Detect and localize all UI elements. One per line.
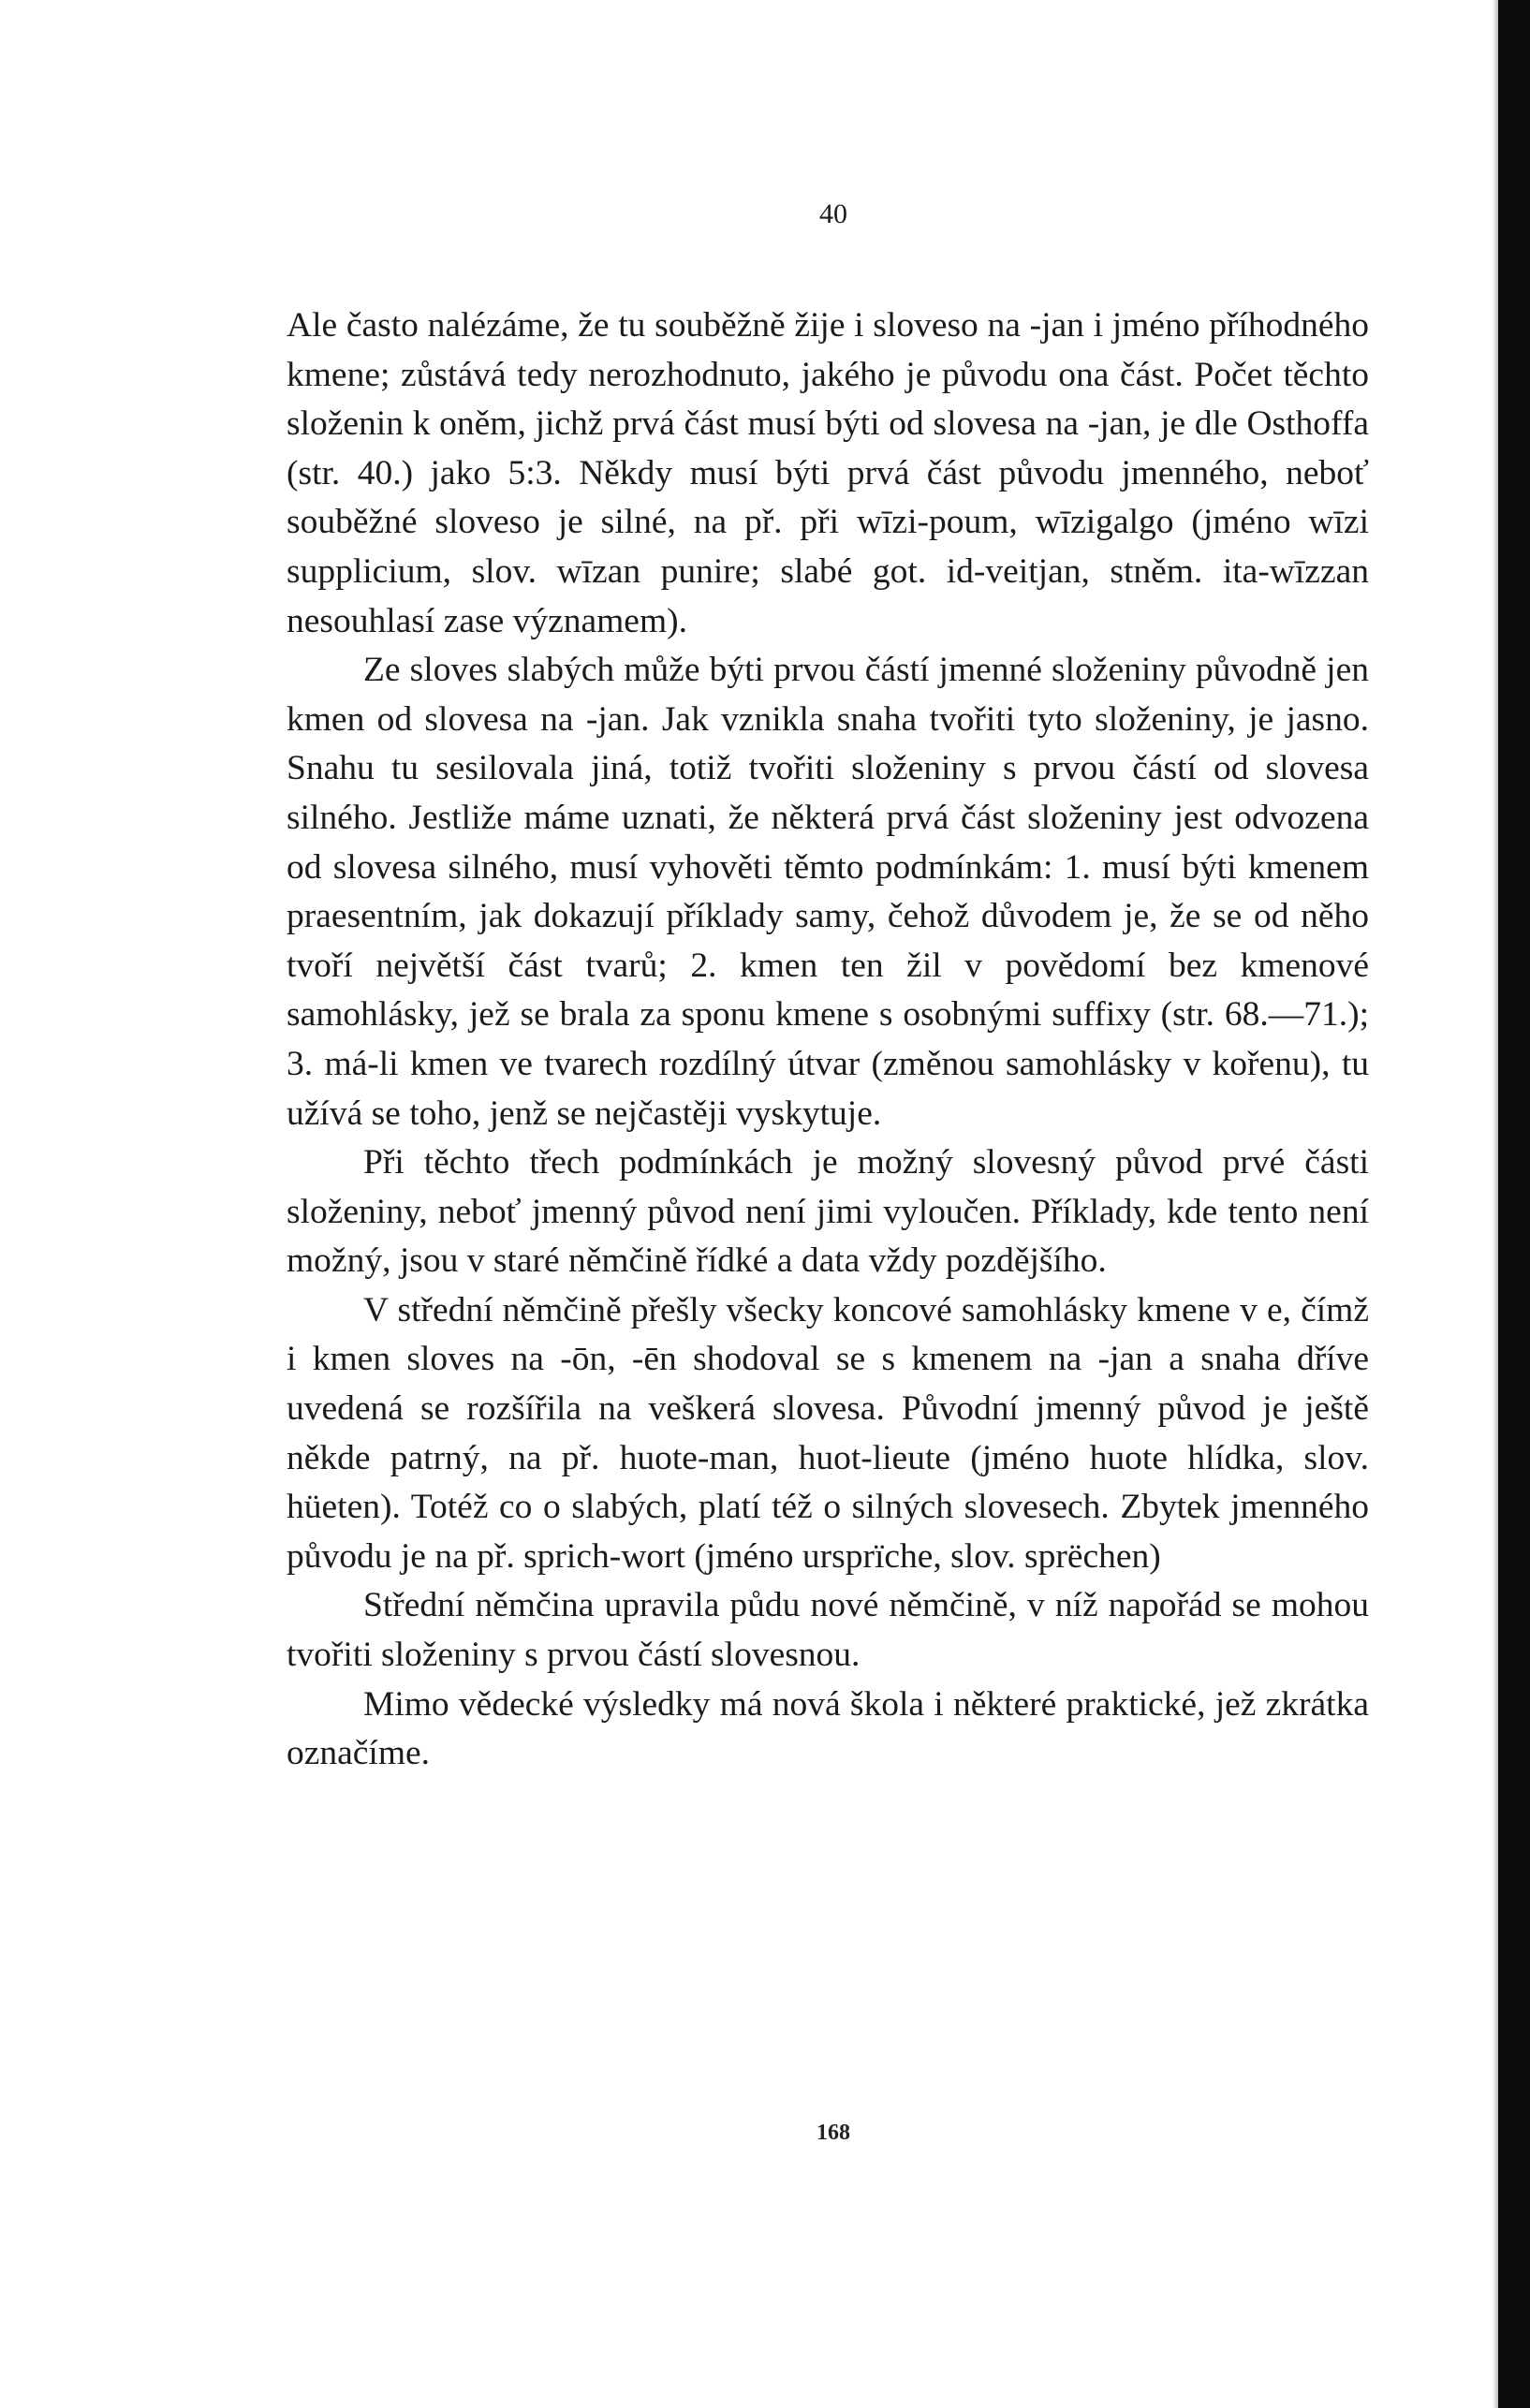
paragraph: Ale často nalézáme, že tu souběžně žije i sloveso na -jan i jméno příhodného kmene; zůstává tedy nerozhodnuto, jakého je původu ona část. Počet těchto složenin k oněm, jichž prvá část musí býti od slovesa na -jan, je dle Osthoffa (str. 40.) jako 5:3. Někdy musí býti prvá část původu jmenného, neboť souběžné sloveso je silné, na př. při wīzi-poum, wīzigalgo (jméno wīzi supplicium, slov. wīzan punire; slabé got. id-veitjan, stněm. ita-wīzzan nesouhlasí zase významem). [287, 306, 1369, 640]
body-text [287, 301, 1369, 1779]
page-number: 40 [819, 198, 847, 229]
paragraph: Mimo vědecké výsledky má nová škola i některé praktické, jež zkrátka označíme. [287, 1684, 1369, 1773]
paragraph: Ze sloves slabých může býti prvou částí jmenné složeniny původně jen kmen od slovesa na -jan. Jak vznikla snaha tvořiti tyto složeniny, je jasno. Snahu tu sesilovala jiná, totiž tvořiti složeniny s prvou částí od slovesa silného. Jestliže máme uznati, že některá prvá část složeniny jest odvozena od slovesa silného, musí vyhověti těmto podmínkám: 1. musí býti kmenem praesentním, jak dokazují příklady samy, čehož důvodem je, že se od něho tvoří největší část tvarů; 2. kmen ten žil v povědomí bez kmenové samohlásky, jež se brala za sponu kmene s osobnými suffixy (str. 68.—71.); 3. má-li kmen ve tvarech rozdílný útvar (změnou samohlásky v kořenu), tu užívá se toho, jenž se nejčastěji vyskytuje. [287, 651, 1369, 1133]
printer-signature-mark: 168 [816, 2121, 850, 2145]
paragraph: V střední němčině přešly všecky koncové samohlásky kmene v e, čímž i kmen sloves na -ōn, -ēn shodoval se s kmenem na -jan a snaha dříve uvedená se rozšířila na veškerá slovesa. Původní jmenný původ je ještě někde patrný, na př. huote-man, huot-lieute (jméno huote hlídka, slov. hüeten). Totéž co o slabých, platí též o silných slovesech. Zbytek jmenného původu je na př. sprich-wort (jméno ursprïche, slov. sprëchen) [287, 1290, 1369, 1576]
scan-border [1498, 0, 1530, 2408]
paragraph: Střední němčina upravila půdu nové němčině, v níž napořád se mohou tvořiti složeniny s prvou částí slovesnou. [287, 1586, 1369, 1675]
paragraph: Při těchto třech podmínkách je možný slovesný původ prvé části složeniny, neboť jmenný původ není jimi vyloučen. Příklady, kde tento není možný, jsou v staré němčině řídké a data vždy pozdějšího. [287, 1143, 1369, 1281]
